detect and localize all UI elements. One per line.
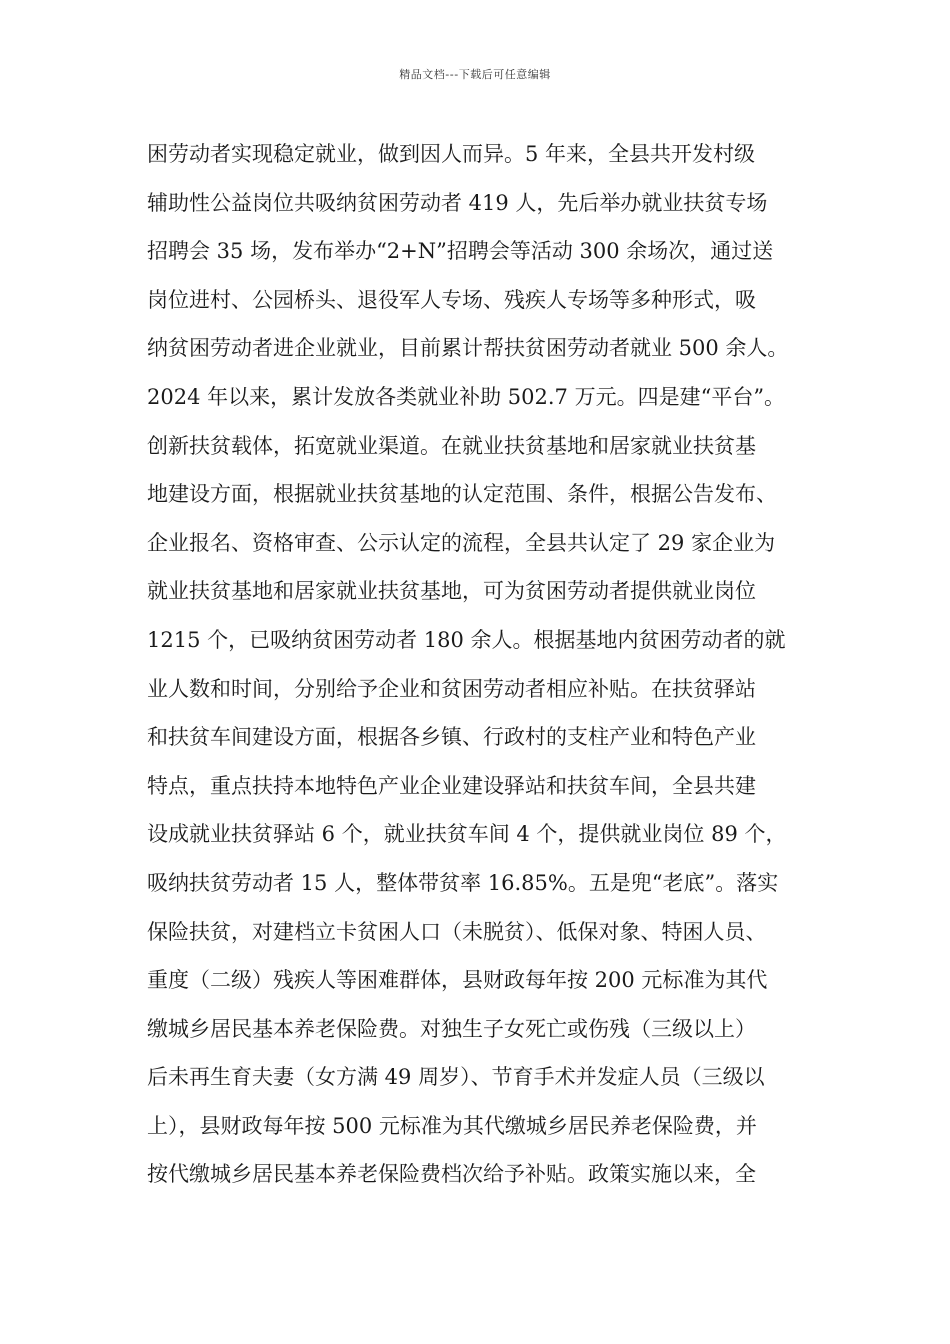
- text-line: 设成就业扶贫驿站 6 个，就业扶贫车间 4 个，提供就业岗位 89 个，: [147, 822, 787, 847]
- text-line: 特点，重点扶持本地特色产业企业建设驿站和扶贫车间，全县共建: [147, 773, 756, 798]
- text-line: 上），县财政每年按 500 元标准为其代缴城乡居民养老保险费，并: [147, 1113, 757, 1138]
- text-line: 纳贫困劳动者进企业就业，目前累计帮扶贫困劳动者就业 500 余人。: [147, 336, 789, 361]
- text-line: 困劳动者实现稳定就业，做到因人而异。5 年来，全县共开发村级: [147, 142, 756, 166]
- text-line: 吸纳扶贫劳动者 15 人，整体带贫率 16.85%。五是兜“老底”。落实: [147, 870, 779, 895]
- text-line: 按代缴城乡居民基本养老保险费档次给予补贴。政策实施以来，全: [147, 1162, 756, 1187]
- text-line: 企业报名、资格审查、公示认定的流程，全县共认定了 29 家企业为: [147, 530, 776, 555]
- text-line: 缴城乡居民基本养老保险费。对独生子女死亡或伤残（三级以上）: [147, 1016, 756, 1041]
- text-line: 招聘会 35 场，发布举办“2+N”招聘会等活动 300 余场次，通过送: [147, 239, 774, 264]
- text-line: 就业扶贫基地和居家就业扶贫基地，可为贫困劳动者提供就业岗位: [147, 579, 756, 604]
- text-line: 重度（二级）残疾人等困难群体，县财政每年按 200 元标准为其代: [147, 968, 768, 993]
- text-line: 保险扶贫，对建档立卡贫困人口（未脱贫）、低保对象、特困人员、: [147, 919, 767, 944]
- text-line: 辅助性公益岗位共吸纳贫困劳动者 419 人，先后举办就业扶贫专场: [147, 190, 768, 215]
- text-line: 后未再生育夫妻（女方满 49 周岁）、节育手术并发症人员（三级以: [147, 1065, 765, 1090]
- text-line: 和扶贫车间建设方面，根据各乡镇、行政村的支柱产业和特色产业: [147, 725, 756, 750]
- body-paragraph: [147, 130, 827, 1199]
- text-line: 岗位进村、公园桥头、退役军人专场、残疾人专场等多种形式，吸: [147, 287, 756, 312]
- text-line: 地建设方面，根据就业扶贫基地的认定范围、条件，根据公告发布、: [147, 482, 777, 507]
- page-header: 精品文档---下载后可任意编辑: [399, 68, 551, 81]
- text-line: 业人数和时间，分别给予企业和贫困劳动者相应补贴。在扶贫驿站: [147, 676, 756, 701]
- text-line: 2024 年以来，累计发放各类就业补助 502.7 万元。四是建“平台”。: [147, 384, 786, 409]
- text-line: 1215 个，已吸纳贫困劳动者 180 余人。根据基地内贫困劳动者的就: [147, 627, 786, 652]
- text-line: 创新扶贫载体，拓宽就业渠道。在就业扶贫基地和居家就业扶贫基: [147, 433, 756, 458]
